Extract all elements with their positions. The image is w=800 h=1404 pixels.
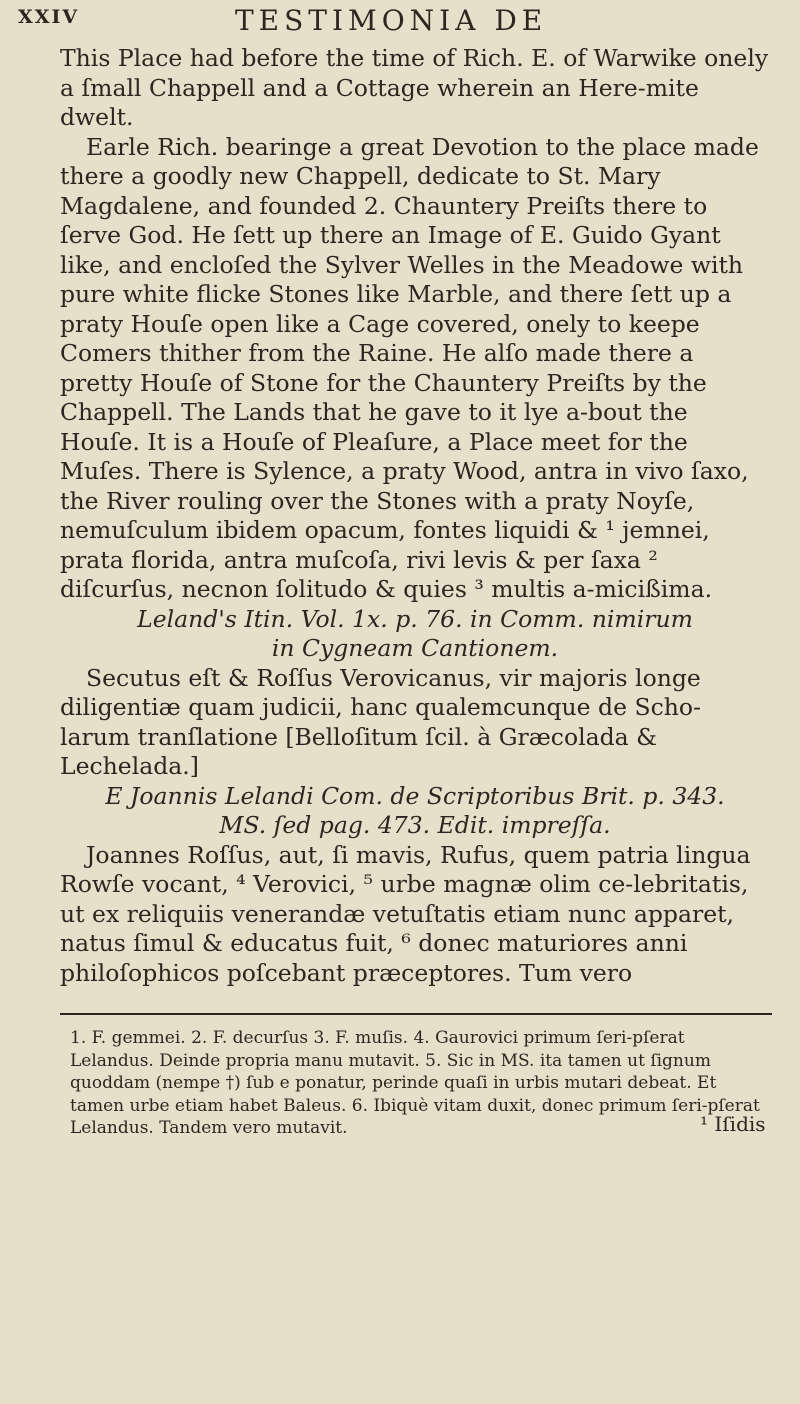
citation-1-line-2: in Cygneam Cantionem. [271, 634, 559, 662]
main-text [60, 44, 770, 988]
footnote-divider [60, 1013, 772, 1015]
citation-1-line-1: Leland's Itin. Vol. 1x. p. 76. in Comm. nimirum [137, 604, 693, 633]
running-head: TESTIMONIA DE [235, 4, 548, 37]
page-number: XXIV [18, 6, 80, 28]
paragraph-4: Joannes Roſſus, aut, ſi mavis, Rufus, quem patria lingua Rowſe vocant, ⁴ Verovici, ⁵ urbe magnæ olim ce-lebritatis, ut ex reliquiis venerandæ vetuſtatis etiam nunc apparet, natus ſimul & educatus fuit, ⁶ donec maturiores anni philoſophicos poſcebant præceptores. Tum vero [60, 840, 751, 987]
citation-2-line-1: E Joannis Lelandi Com. de Scriptoribus Brit. p. 343. [105, 781, 725, 810]
citation-2-line-2: MS. ſed pag. 473. Edit. impreſſa. [219, 811, 611, 839]
footnotes [70, 1027, 770, 1140]
footnote-text: 1. F. gemmei. 2. F. decurſus 3. F. muſis. 4. Gaurovici primum ſeri-pſerat Lelandus. Deinde propria manu mutavit. 5. Sic in MS. ita tamen ut ſignum quoddam (nempe †) ſub e ponatur, perinde quaſi in urbis mutari debeat. Et tamen urbe etiam habet Baleus. 6. Ibiquè vitam duxit, donec primum ſeri-pſerat Lelandus. Tandem vero mutavit. [70, 1028, 760, 1138]
paragraph-1: This Place had before the time of Rich. E. of Warwike onely a ſmall Chappell and a Cottage wherein an Here-mite dwelt. [60, 44, 769, 131]
paragraph-3: Secutus eſt & Roſſus Verovicanus, vir majoris longe diligentiæ quam judicii, hanc qualemcunque de Scho-larum tranſlatione [Belloſitum ſcil. à Græcolada & Lechelada.] [60, 663, 701, 780]
catchword: ¹ Iſidis [700, 1112, 766, 1136]
paragraph-2: Earle Rich. bearinge a great Devotion to the place made there a goodly new Chappell, dedicate to St. Mary Magdalene, and founded 2. Chauntery Preiſts there to ſerve God. He ſett up there an Image of E. Guido Gyant like, and encloſed the Sylver Welles in the Meadowe with pure white flicke Stones like Marble, and there ſett up a praty Houſe open like a Cage covered, onely to keepe Comers thither from the Raine. He alſo made there a pretty Houſe of Stone for the Chauntery Preiſts by the Chappell. The Lands that he gave to it lye a-bout the Houſe. It is a Houſe of Pleaſure, a Place meet for the Muſes. There is Sylence, a praty Wood, antra in vivo ſaxo, the River rouling over the Stones with a praty Noyſe, nemuſculum ibidem opacum, fontes liquidi & ¹ jemnei, prata florida, antra muſcoſa, rivi levis & per ſaxa ² diſcurſus, necnon ſolitudo & quies ³ multis a-micißima. [60, 132, 759, 603]
